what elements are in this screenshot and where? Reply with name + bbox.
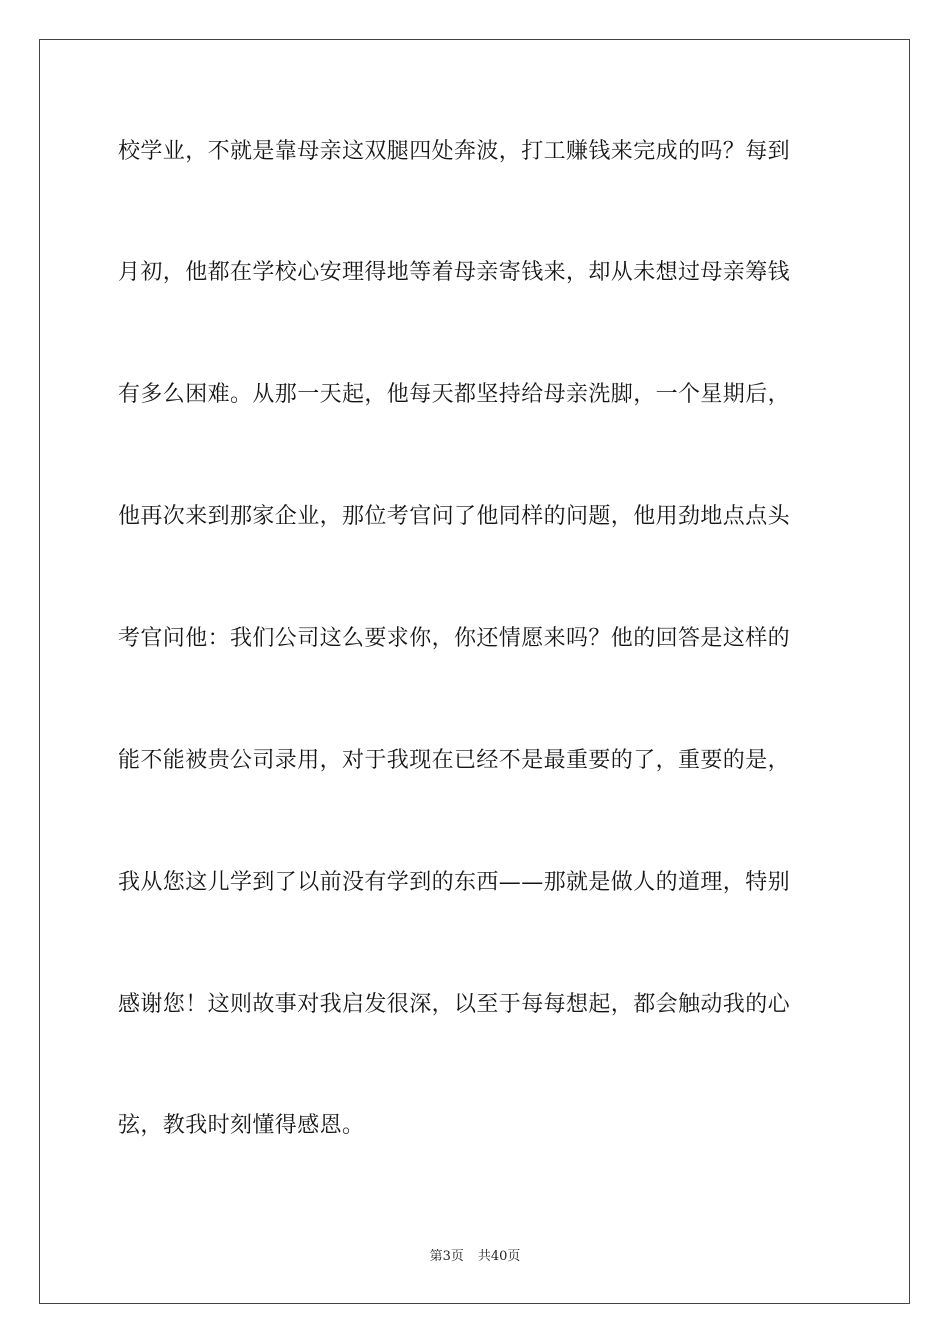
body-text-line: 月初，他都在学校心安理得地等着母亲寄钱来，却从未想过母亲筹钱 xyxy=(118,260,791,285)
page-footer xyxy=(0,1248,950,1266)
body-text-line: 他再次来到那家企业，那位考官问了他同样的问题，他用劲地点点头 xyxy=(118,504,791,529)
body-text-line: 弦，教我时刻懂得感恩。 xyxy=(118,1113,365,1138)
body-text-line: 有多么困难。从那一天起，他每天都坚持给母亲洗脚，一个星期后， xyxy=(118,382,791,407)
body-text-line: 考官问他：我们公司这么要求你，你还情愿来吗？他的回答是这样的 xyxy=(118,626,791,651)
body-text-line: 我从您这儿学到了以前没有学到的东西——那就是做人的道理，特别 xyxy=(118,870,791,895)
body-text-line: 能不能被贵公司录用，对于我现在已经不是最重要的了，重要的是， xyxy=(118,748,791,773)
body-text-line: 感谢您！这则故事对我启发很深，以至于每每想起，都会触动我的心 xyxy=(118,992,791,1017)
page-total: 共40页 xyxy=(477,1249,521,1264)
page-number: 第3页 xyxy=(429,1249,464,1264)
body-text-line: 校学业，不就是靠母亲这双腿四处奔波，打工赚钱来完成的吗？每到 xyxy=(118,139,791,164)
